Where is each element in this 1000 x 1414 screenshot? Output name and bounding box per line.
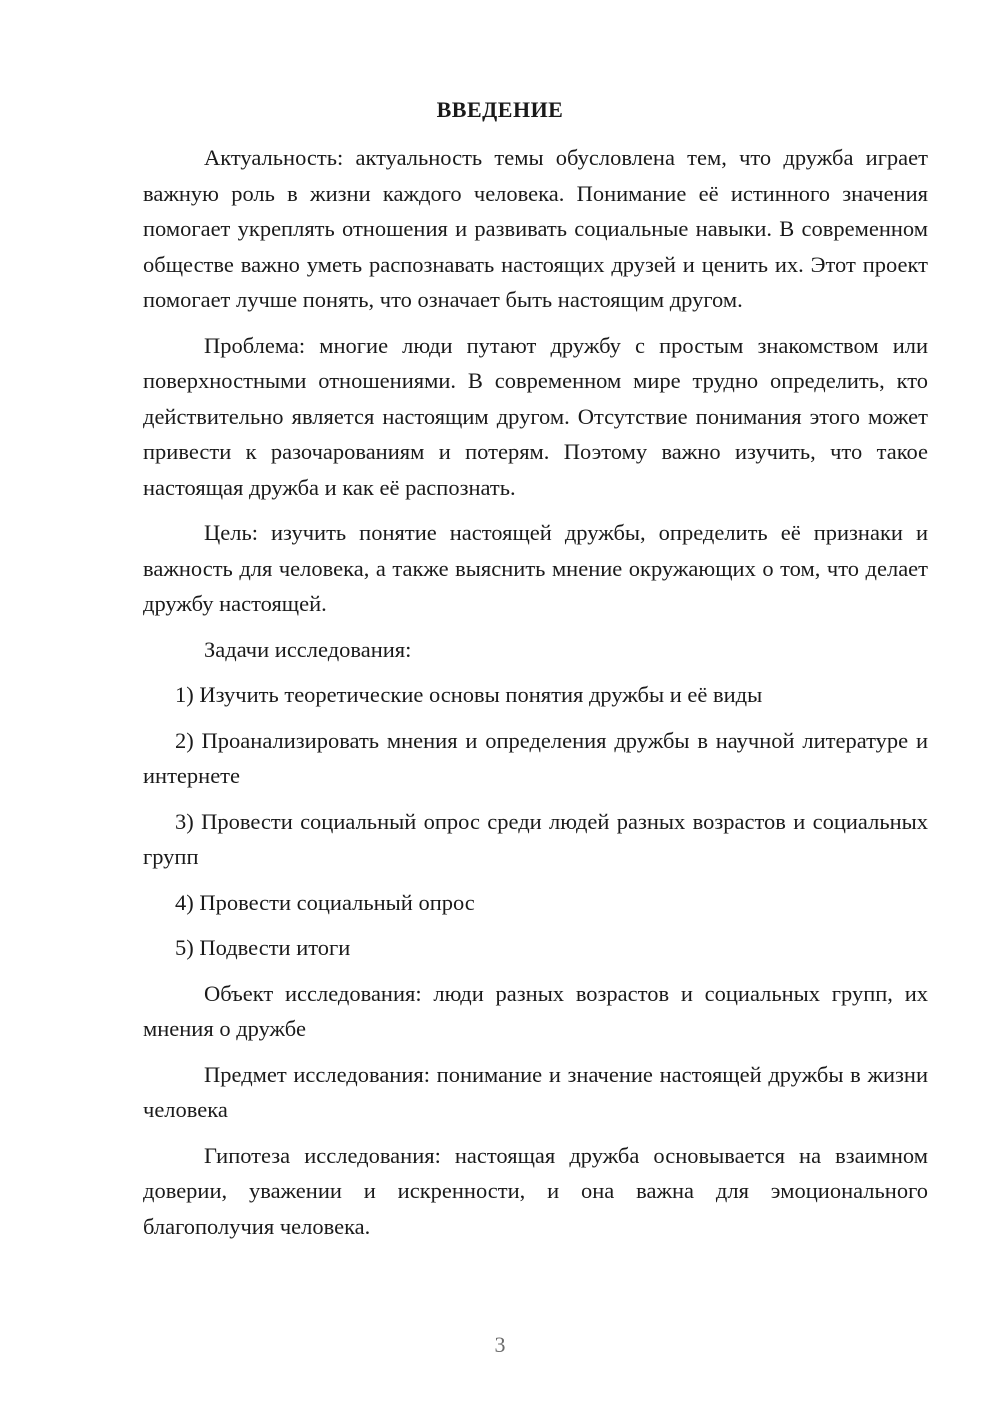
- tasks-heading: Задачи исследования:: [204, 636, 412, 662]
- paragraph-object: Объект исследования: люди разных возрастов и социальных групп, их мнения о дружбе: [143, 980, 928, 1041]
- paragraph-subject: Предмет исследования: понимание и значение настоящей дружбы в жизни человека: [143, 1061, 928, 1122]
- task-item-3: 3) Провести социальный опрос среди людей разных возрастов и социальных групп: [143, 808, 928, 869]
- task-item-5: 5) Подвести итоги: [175, 935, 351, 960]
- task-item-4: 4) Провести социальный опрос: [175, 889, 475, 915]
- document-body: [143, 140, 928, 1244]
- page-number: 3: [494, 1332, 506, 1357]
- task-item-2: 2) Проанализировать мнения и определения дружбы в научной литературе и интернете: [143, 727, 928, 788]
- paragraph-hypothesis: Гипотеза исследования: настоящая дружба основывается на взаимном доверии, уважении и искренности, и она важна для эмоционального благополучия человека.: [143, 1142, 928, 1239]
- paragraph-relevance: Актуальность: актуальность темы обусловлена тем, что дружба играет важную роль в жизни каждого человека. Понимание её истинного значения помогает укреплять отношения и развивать социальные навыки. В современном обществе важно уметь распознавать настоящих друзей и ценить их. Этот проект помогает лучше понять, что означает быть настоящим другом.: [143, 145, 928, 312]
- task-item-1: 1) Изучить теоретические основы понятия дружбы и её виды: [175, 682, 763, 707]
- paragraph-goal: Цель: изучить понятие настоящей дружбы, определить её признаки и важность для человека, а также выяснить мнение окружающих о том, что делает дружбу настоящей.: [143, 520, 928, 616]
- page-title: ВВЕДЕНИЕ: [436, 97, 564, 122]
- paragraph-problem: Проблема: многие люди путают дружбу с простым знакомством или поверхностными отношениями. В современном мире трудно определить, кто действительно является настоящим другом. Отсутствие понимания этого может привести к разочарованиям и потерям. Поэтому важно изучить, что такое настоящая дружба и как её распознать.: [143, 332, 928, 500]
